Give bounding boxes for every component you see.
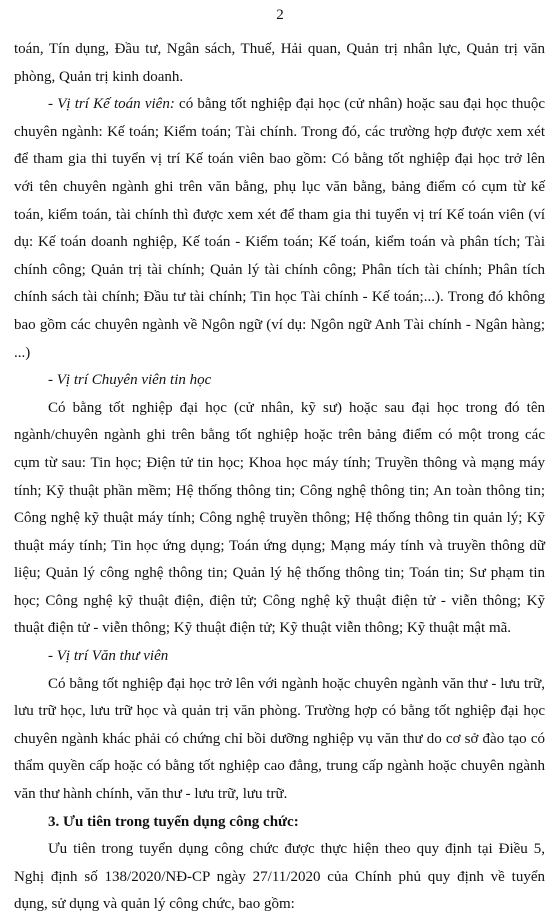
heading-chuyen-vien-tin-hoc: - Vị trí Chuyên viên tin học bbox=[48, 372, 212, 389]
paragraph-ke-toan-vien bbox=[14, 91, 545, 367]
paragraph-tin-hoc-requirements: Có bằng tốt nghiệp đại học (cử nhân, kỹ sư) hoặc sau đại học trong đó tên ngành/chuyên ngành ghi trên bằng tốt nghiệp hoặc trên bảng điểm có một trong các cụm từ sau: Tin học; Điện tử tin học; Khoa học máy tính; Truyền thông và mạng máy tính; Kỹ thuật phần mềm; Hệ thống thông tin; Công nghệ thông tin; An toàn thông tin; Công nghệ kỹ thuật máy tính; Công nghệ truyền thông; Hệ thống thông tin quản lý; Kỹ thuật máy tính; Tin học ứng dụng; Toán ứng dụng; Mạng máy tính và truyền thông dữ liệu; Quản lý công nghệ thông tin; Quản lý hệ thống thông tin; Toán tin; Sư phạm tin học; Công nghệ kỹ thuật điện, điện tử; Công nghệ kỹ thuật điện tử - viễn thông; Kỹ thuật điện tử - viễn thông; Kỹ thuật điện tử; Kỹ thuật viễn thông; Kỹ thuật mật mã. bbox=[14, 399, 545, 637]
paragraph-continuation: toán, Tín dụng, Đầu tư, Ngân sách, Thuế, Hải quan, Quản trị nhân lực, Quản trị văn phòng, Quản trị kinh doanh. bbox=[14, 41, 545, 85]
document-body bbox=[14, 36, 545, 919]
ke-toan-vien-body: có bằng tốt nghiệp đại học (cử nhân) hoặc sau đại học thuộc chuyên ngành: Kế toán; Kiểm toán; Tài chính. Trong đó, các trường hợp được xem xét để tham gia thi tuyển vị trí Kế toán viên bao gồm: Có bằng tốt nghiệp đại học trở lên với tên chuyên ngành ghi trên văn bằng, phụ lục văn bằng, bảng điểm có cụm từ kế toán, kiểm toán, tài chính thì được xem xét để tham gia thi tuyển vị trí Kế toán viên (ví dụ: Kế toán doanh nghiệp, Kế toán - Kiểm toán; Kế toán, kiểm toán và phân tích; Tài chính công; Quản trị tài chính; Quản lý tài chính công; Phân tích tài chính; Phân tích chính sách tài chính; Đầu tư tài chính; Tin học Tài chính - Kế toán;...). Trong đó không bao gồm các chuyên ngành về Ngôn ngữ (ví dụ: Ngôn ngữ Anh Tài chính - Ngân hàng; ...) bbox=[14, 96, 545, 361]
paragraph-van-thu-requirements: Có bằng tốt nghiệp đại học trở lên với ngành hoặc chuyên ngành văn thư - lưu trữ, lưu trữ học, lưu trữ học và quản trị văn phòng. Trường hợp có bằng tốt nghiệp đại học chuyên ngành khác phải có chứng chỉ bồi dưỡng nghiệp vụ văn thư do cơ sở đào tạo có thẩm quyền cấp hoặc có bằng tốt nghiệp cao đẳng, trung cấp ngành hoặc chuyên ngành văn thư hành chính, văn thư - lưu trữ, lưu trữ. bbox=[14, 675, 545, 803]
page-number: 2 bbox=[276, 7, 284, 23]
paragraph-uu-tien: Ưu tiên trong tuyển dụng công chức được thực hiện theo quy định tại Điều 5, Nghị định số 138/2020/NĐ-CP ngày 27/11/2020 của Chính phủ quy định về tuyển dụng, sử dụng và quản lý công chức, bao gồm: bbox=[14, 841, 545, 913]
heading-van-thu-vien: - Vị trí Văn thư viên bbox=[48, 648, 169, 665]
ke-toan-vien-lead: - Vị trí Kế toán viên: bbox=[48, 96, 175, 113]
section-heading-uu-tien: 3. Ưu tiên trong tuyển dụng công chức: bbox=[48, 813, 299, 830]
